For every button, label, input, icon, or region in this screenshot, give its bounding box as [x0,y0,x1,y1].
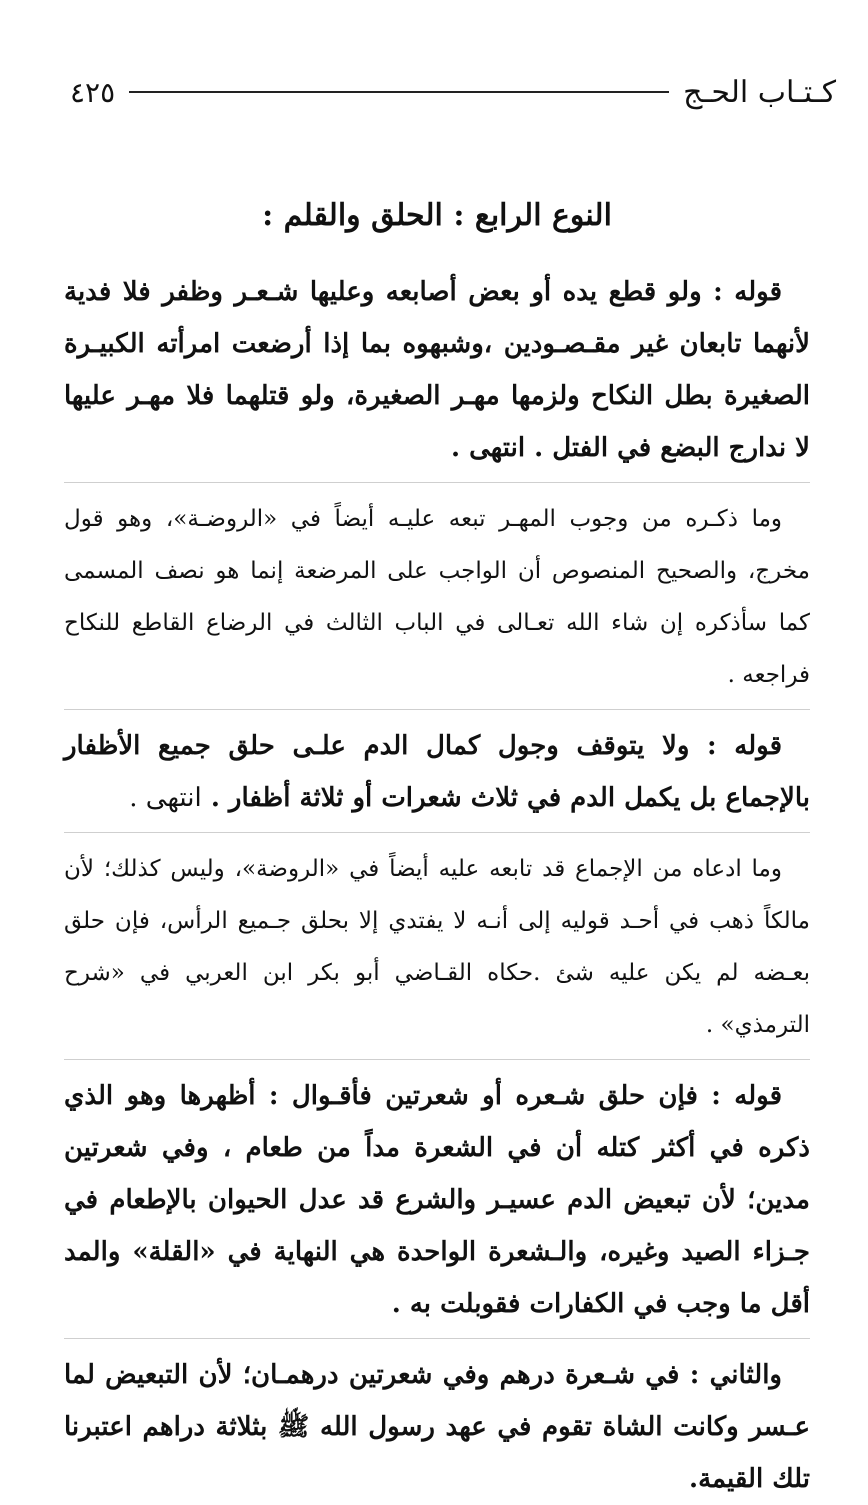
quote-text: فإن حلق شـعره أو شعرتين فأقـوال : أظهرها وهو الذي ذكره في أكثر كتله أن في الشعرة مداً من طعام ، وفي شعرتين مدين؛ لأن تبعيض الدم عسيـر والشرع قد عدل الحيوان بالإطعام في جـزاء الصيد وغيره، والـشعرة الواحدة هي النهاية في «القلة» والمد أقل ما وجب في الكفارات فقوبلت به . [64,1081,810,1319]
paragraph-separator [64,709,810,710]
page-number: ٤٢٥ [70,75,116,109]
quote-text: ولو قطع يده أو بعض أصابعه وعليها شـعـر وظفر فلا فدية لأنهما تابعان غير مقـصـودين ،وشبهوه بما إذا أرضعت امرأته الكبيـرة الصغيرة بطل النكاح ولزمها مهـر الصغيرة، ولو قتلهما فلا مهـر عليها لا ندارج البضع في الفتل . انتهى . [64,277,810,463]
quote-tail: انتهى . [129,783,202,813]
quote-paragraph-2 [64,720,810,824]
commentary-paragraph-2 [64,843,810,1051]
commentary-paragraph-1 [64,493,810,701]
quote-label: قوله : [707,731,783,761]
header-rule [129,91,669,93]
commentary-text: وما ادعاه من الإجماع قد تابعه عليه أيضاً في «الروضة»، وليس كذلك؛ لأن مالكاً ذهب في أحـد قوليه إلى أنـه لا يفتدي إلا بحلق جـميع الرأس، فإن حلق بعـضه لم يكن عليه شئ .حكاه القـاضي أبو بكر ابن العربي في «شرح الترمذي» . [64,856,810,1038]
quote-label: والثاني : [689,1360,782,1390]
section-title: النوع الرابع : الحلق والقلم : [262,198,612,233]
commentary-text: وما ذكـره من وجوب المهـر تبعه عليـه أيضاً في «الروضـة»، وهو قول مخرج، والصحيح المنصوص أن الواجب على المرضعة إنما هو نصف المسمى كما سأذكره إن شاء الله تعـالى في الباب الثالث في الرضاع القاطع للنكاح فراجعه . [64,506,810,688]
quote-paragraph-1 [64,266,810,474]
paragraph-separator [64,1059,810,1060]
quote-paragraph-4 [64,1349,810,1505]
paragraph-separator [64,482,810,483]
quote-text: ولا يتوقف وجول كمال الدم علـى حلق جميع الأظفار بالإجماع بل يكمل الدم في ثلاث شعرات أو ثلاثة أظفار . [64,731,810,813]
quote-label: قوله : [713,277,782,307]
quote-paragraph-3 [64,1070,810,1330]
page-content [64,188,810,1505]
paragraph-separator [64,832,810,833]
page-header [70,72,836,112]
quote-text: في شـعرة درهم وفي شعرتين درهمـان؛ لأن التبعيض لما عـسر وكانت الشاة تقوم في عهد رسول الله ﷺ بثلاثة دراهم اعتبرنا تلك القيمة. [64,1360,810,1494]
running-title: كـتـاب الحـج [683,74,836,110]
paragraph-separator [64,1338,810,1339]
quote-label: قوله : [711,1081,782,1111]
